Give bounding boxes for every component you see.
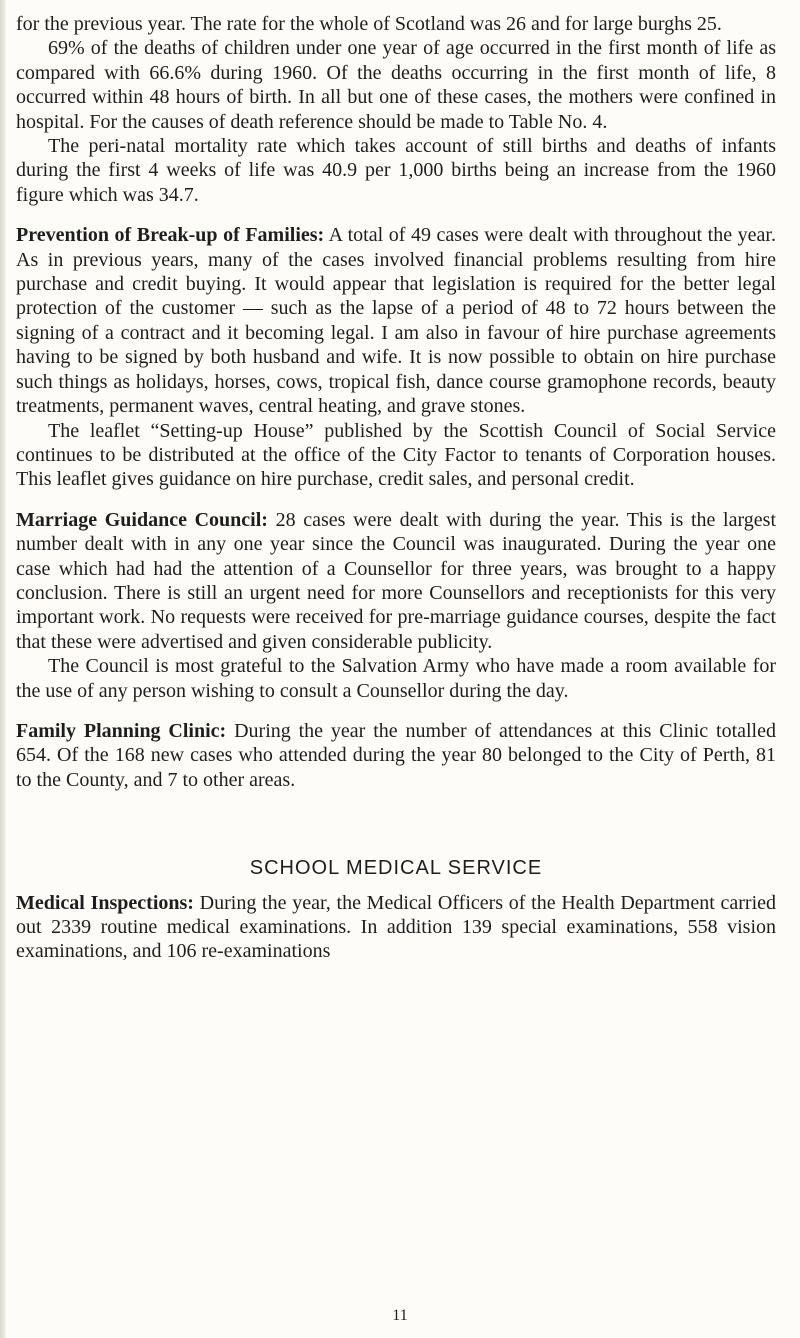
paragraph-salvation-army: The Council is most grateful to the Salvation Army who have made a room available for the use of any person wishing to consult a Counsellor during the day. [16, 655, 776, 702]
text-prevention-break-up: A total of 49 cases were dealt with throughout the year. As in previous years, many of the cases involved financial problems resulting from hire purchase and credit buying. It would appear that legislation is required for the better legal protection of the customer — such as the lapse of a period of 48 to 72 hours between the signing of a contract and it becoming legal. I am also in favour of hire purchase agreements having to be signed by both husband and wife. It is now possible to obtain on hire purchase such things as holidays, horses, cows, tropical fish, dance course gramophone records, beauty treatments, permanent waves, central heating, and grave stones. [16, 224, 776, 418]
heading-medical-inspections: Medical Inspections: [16, 891, 194, 914]
paragraph-setting-up-house: The leaflet “Setting-up House” published by the Scottish Council of Social Service continues to be distributed at the office of the City Factor to tenants of Corporation houses. This leaflet gives guidance on hire purchase, credit sales, and personal credit. [16, 419, 776, 491]
text-medical-inspections: During the year, the Medical Officers of the Health Department carried out 2339 routine medical examinations. In addition 139 special examinations, 558 vision examinations, and 106 re-examinations [16, 891, 776, 963]
paragraph-medical-inspections [16, 891, 776, 964]
page-number: 11 [392, 1307, 408, 1324]
section-title-school-medical: SCHOOL MEDICAL SERVICE [249, 857, 543, 880]
paragraph-perinatal-mortality: The peri-natal mortality rate which takes account of still births and deaths of infants during the first 4 weeks of life was 40.9 per 1,000 births being an increase from the 1960 figure which was 34.7. [16, 135, 776, 206]
paragraph-family-planning [16, 719, 776, 792]
paragraph-infant-deaths: 69% of the deaths of children under one year of age occurred in the first month of life as compared with 66.6% during 1960. Of the deaths occurring in the first month of life, 8 occurred within 48 hours of birth. In all but one of these cases, the mothers were confined in hospital. For the causes of death reference should be made to Table No. 4. [16, 37, 776, 133]
page-binding-edge [0, 0, 6, 1338]
paragraph-marriage-guidance [16, 508, 776, 654]
text-marriage-guidance: 28 cases were dealt with during the year. This is the largest number dealt with in any one year since the Council was inaugurated. During the year one case which had had the attention of a Counsellor for three years, was brought to a happy conclusion. There is still an urgent need for more Counsellors and receptionists for this very important work. No requests were received for pre-marriage guidance courses, despite the fact that these were advertised and given considerable publicity. [16, 508, 777, 653]
heading-family-planning: Family Planning Clinic: [16, 719, 227, 742]
heading-prevention-break-up: Prevention of Break-up of Families: [16, 224, 325, 247]
paragraph-prevention-break-up [16, 223, 776, 418]
paragraph-scotland-rate: for the previous year. The rate for the whole of Scotland was 26 and for large burghs 25. [16, 13, 722, 35]
document-page [16, 12, 776, 964]
heading-marriage-guidance: Marriage Guidance Council: [16, 508, 268, 531]
text-family-planning: During the year the number of attendances at this Clinic totalled 654. Of the 168 new cases who attended during the year 80 belonged to the City of Perth, 81 to the County, and 7 to other areas. [16, 719, 776, 791]
